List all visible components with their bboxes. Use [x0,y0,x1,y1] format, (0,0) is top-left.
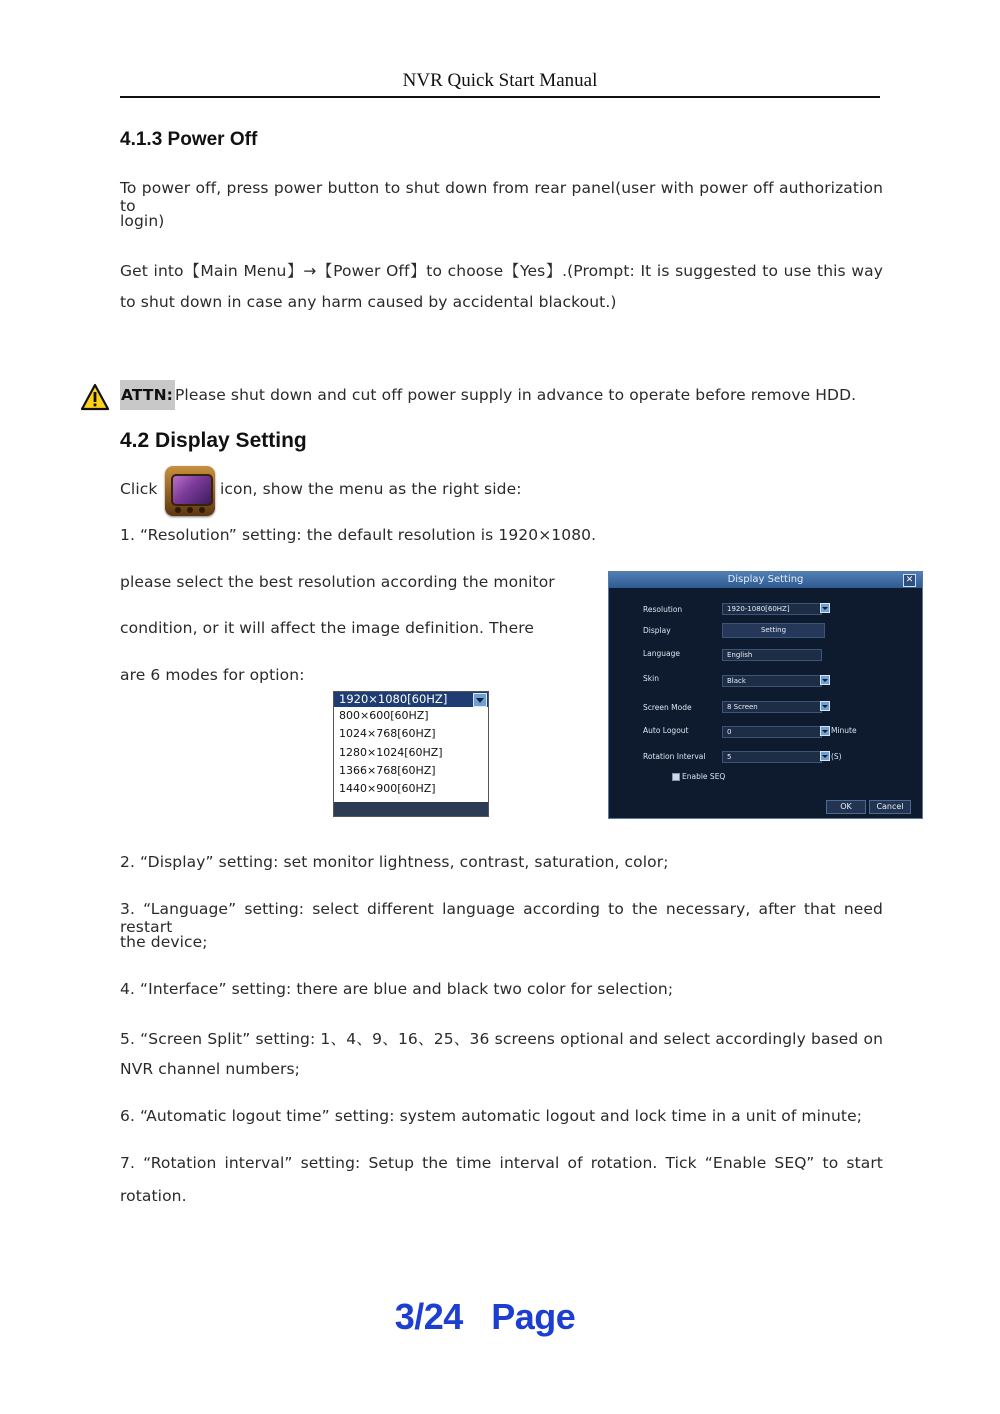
section-heading-power-off: 4.1.3 Power Off [120,129,258,150]
item-language-line2: the device; [120,933,208,951]
attn-label: ATTN: [120,380,175,410]
resolution-label: Resolution [643,605,683,614]
chevron-down-icon[interactable] [820,675,830,685]
item-auto-logout: 6. “Automatic logout time” setting: system automatic logout and lock time in a unit of minute; [120,1107,863,1125]
resolution-option[interactable]: 1024×768[60HZ] [339,727,436,741]
display-setting-tv-icon [165,466,215,516]
attn-note [120,386,856,404]
chevron-down-icon[interactable] [473,693,487,707]
resolution-option[interactable]: 1280×1024[60HZ] [339,745,443,759]
dropdown-footer [334,802,488,816]
item-screen-split-line2: NVR channel numbers; [120,1060,300,1078]
display-setting-button[interactable]: Setting [722,623,825,638]
power-off-para2-line1: Get into【Main Menu】→【Power Off】to choose【Yes】.(Prompt: It is suggested to use this way [120,262,883,280]
power-off-para1-line1: To power off, press power button to shut down from rear panel(user with power off authorization to [120,179,883,215]
item-rotation-line1: 7. “Rotation interval” setting: Setup the time interval of rotation. Tick “Enable SEQ” to start [120,1154,883,1172]
chevron-down-icon[interactable] [820,701,830,711]
dialog-title: Display Setting [727,574,804,585]
enable-seq-checkbox[interactable] [672,773,680,781]
dialog-title-bar [609,572,922,588]
running-header: NVR Quick Start Manual [402,70,598,91]
item-resolution-cont-2: condition, or it will affect the image definition. There [120,619,534,637]
auto-logout-field[interactable]: 0 [722,726,822,738]
click-text-after: icon, show the menu as the right side: [220,480,522,498]
power-off-para1-line2: login) [120,212,165,230]
resolution-option[interactable]: 800×600[60HZ] [339,709,429,722]
item-rotation-line2: rotation. [120,1187,187,1205]
rotation-interval-label: Rotation Interval [643,752,706,761]
resolution-selected-value: 1920×1080[60HZ] [339,692,448,706]
click-text-before: Click [120,480,158,498]
resolution-selected[interactable] [334,692,488,707]
warning-icon [80,383,110,411]
screen-mode-select[interactable]: 8 Screen [722,701,822,713]
item-screen-split-line1: 5. “Screen Split” setting: 1、4、9、16、25、36 screens optional and select accordingly based on [120,1030,883,1048]
attn-text: Please shut down and cut off power supply in advance to operate before remove HDD. [174,386,857,404]
skin-label: Skin [643,674,659,683]
enable-seq-label: Enable SEQ [682,772,726,781]
resolution-select[interactable]: 1920-1080[60HZ] [722,603,822,615]
item-language-line1: 3. “Language” setting: select different language according to the necessary, after that need restart [120,900,883,936]
language-select[interactable]: English [722,649,822,661]
resolution-option[interactable]: 1366×768[60HZ] [339,763,436,777]
power-off-para2-line2: to shut down in case any harm caused by accidental blackout.) [120,293,617,311]
section-heading-display-setting: 4.2 Display Setting [120,429,307,452]
auto-logout-label: Auto Logout [643,726,689,735]
item-display: 2. “Display” setting: set monitor lightness, contrast, saturation, color; [120,853,669,871]
page-number: 3/24 Page [394,1296,576,1337]
language-label: Language [643,649,681,658]
ok-button[interactable]: OK [826,800,866,814]
resolution-dropdown[interactable] [333,691,489,817]
chevron-down-icon[interactable] [820,603,830,613]
close-icon[interactable]: ✕ [903,574,916,587]
skin-select[interactable]: Black [722,675,822,687]
cancel-button[interactable]: Cancel [869,800,911,814]
display-setting-dialog [608,571,923,819]
item-resolution-cont-1: please select the best resolution according the monitor [120,573,555,591]
display-label: Display [643,626,671,635]
chevron-down-icon[interactable] [820,726,830,736]
rotation-interval-field[interactable]: 5 [722,751,822,763]
screen-mode-label: Screen Mode [643,703,692,712]
resolution-option[interactable]: 1440×900[60HZ] [339,782,436,796]
item-interface: 4. “Interface” setting: there are blue and black two color for selection; [120,980,674,998]
auto-logout-unit: Minute [831,726,857,735]
item-resolution: 1. “Resolution” setting: the default resolution is 1920×1080. [120,526,597,544]
chevron-down-icon[interactable] [820,751,830,761]
item-resolution-cont-3: are 6 modes for option: [120,666,305,684]
header-rule [120,96,880,98]
rotation-interval-unit: (S) [831,752,842,761]
